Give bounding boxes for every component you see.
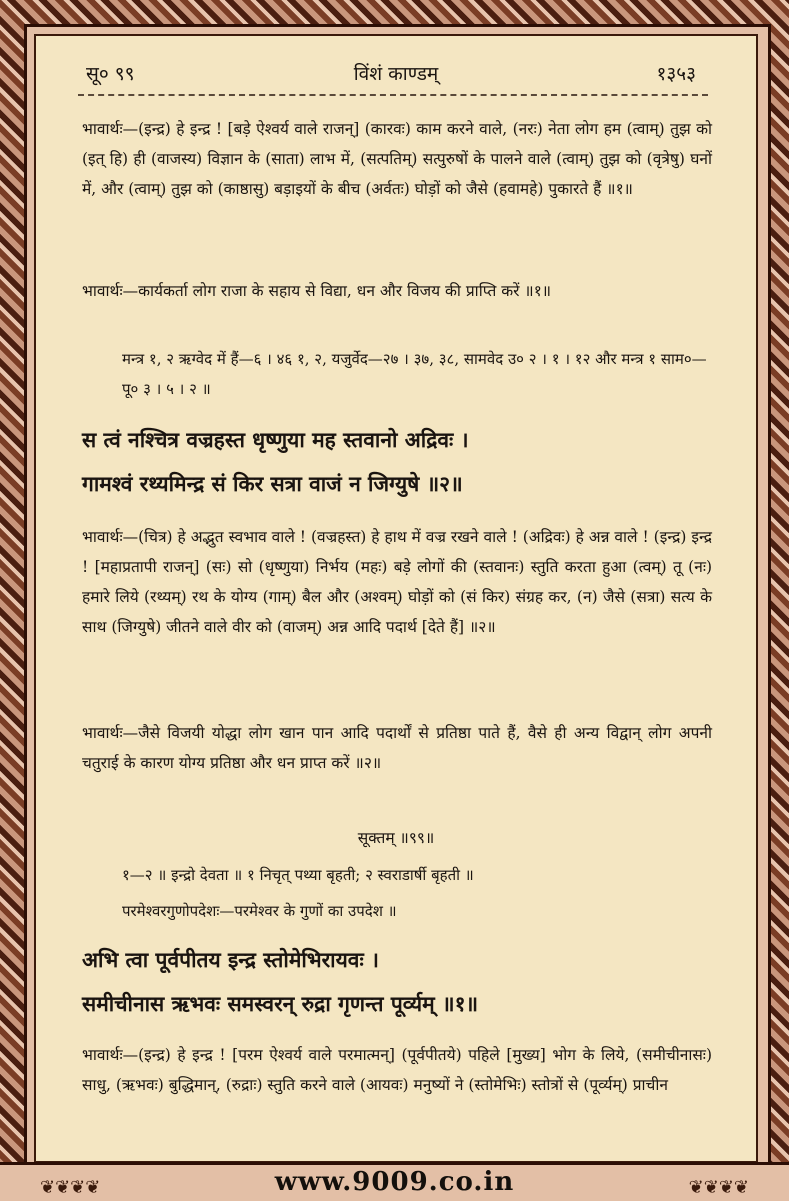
bhavarth-paragraph-4: भावार्थः—जैसे विजयी योद्धा लोग खान पान आदि पदार्थों से प्रतिष्ठा पाते हैं, वैसे ही अन्य विद्वान् लोग अपनी चतुराई के कारण योग्य प्रतिष्ठा और धन प्राप्त करें ॥२॥ xyxy=(82,724,712,772)
header-sukta-number: सू० ९९ xyxy=(86,63,135,85)
mantra-2-line-2: गामश्वं रथ्यमिन्द्र सं किर सत्रा वाजं न जिग्युषे ॥२॥ xyxy=(82,471,463,496)
mantra-1-line-1: अभि त्वा पूर्वपीतय इन्द्र स्तोमेभिरायवः । xyxy=(82,947,379,972)
sukta-title: सूक्तम् ॥९९॥ xyxy=(357,829,435,847)
header-divider xyxy=(78,94,708,96)
upadesh-line: परमेश्वरगुणोपदेशः—परमेश्वर के गुणों का उपदेश ॥ xyxy=(122,902,397,920)
right-ornament-icon: ❦❦❦❦ xyxy=(688,1177,749,1198)
bhavarth-paragraph-5: भावार्थः—(इन्द्र) हे इन्द्र ! [परम ऐश्वर्य वाले परमात्मन्] (पूर्वपीतये) पहिले [मुख्य] भोग के लिये, (समीचीनासः) साधु, (ऋभवः) बुद्धिमान्, (रुद्राः) स्तुति करने वाले (आयवः) मनुष्यों ने (स्तोमेभिः) स्तोत्रों से (पूर्व्यम्) प्राचीन xyxy=(82,1046,712,1094)
reference-note: मन्त्र १, २ ऋग्वेद में हैं—६ । ४६ १, २, यजुर्वेद—२७ । ३७, ३८, सामवेद उ० २ । १ । १२ और मन्त्र १ साम०—पू० ३ । ५ । २ ॥ xyxy=(122,350,707,398)
book-page xyxy=(34,34,758,1163)
bhavarth-paragraph-1: भावार्थः—(इन्द्र) हे इन्द्र ! [बड़े ऐश्वर्य वाले राजन्] (कारवः) काम करने वाले, (नरः) नेता लोग हम (त्वाम्) तुझ को (इत् हि) ही (वाजस्य) विज्ञान के (साता) लाभ में, (सत्पतिम्) सत्पुरुषों के पालने वाले (त्वाम्) तुझ को (वृत्रेषु) घनों में, और (त्वाम्) तुझ को (काष्ठासु) बड़ाइयों के बीच (अर्वतः) घोड़ों को जैसे (हवामहे) पुकारते हैं ॥१॥ xyxy=(82,120,712,198)
bhavarth-paragraph-3: भावार्थः—(चित्र) हे अद्भुत स्वभाव वाले ! (वज्रहस्त) हे हाथ में वज्र रखने वाले ! (अद्रिवः) हे अन्न वाले ! (इन्द्र) इन्द्र ! [महाप्रतापी राजन्] (सः) सो (धृष्णुया) निर्भय (महः) बड़े लोगों की (स्तवानः) स्तुति करता हुआ (त्वम्) तू (नः) हमारे लिये (रथ्यम्) रथ के योग्य (गाम्) बैल और (अश्वम्) घोड़ों को (सं किर) संग्रह कर, (न) जैसे (सत्रा) सत्य के साथ (जिग्युषे) जीतने वाले वीर को (वाजम्) अन्न आदि पदार्थ [देते हैं] ॥२॥ xyxy=(82,528,712,636)
header-title: विंशं काण्डम् xyxy=(353,63,439,85)
mantra-1-line-2: समीचीनास ऋभवः समस्वरन् रुद्रा गृणन्त पूर्व्यम् ॥१॥ xyxy=(82,991,479,1016)
mantra-2-line-1: स त्वं नश्चित्र वज्रहस्त धृष्णुया मह स्तवानो अद्रिवः । xyxy=(82,427,469,452)
page-header xyxy=(36,60,756,86)
footer-band xyxy=(0,1162,789,1201)
header-page-number: १३५३ xyxy=(656,63,696,85)
bhavarth-paragraph-2: भावार्थः—कार्यकर्ता लोग राजा के सहाय से विद्या, धन और विजय की प्राप्ति करें ॥१॥ xyxy=(82,282,552,300)
left-ornament-icon: ❦❦❦❦ xyxy=(40,1177,101,1198)
footer-website: www.9009.co.in xyxy=(274,1167,515,1197)
sukta-info: १—२ ॥ इन्द्रो देवता ॥ १ निचृत् पथ्या बृहती; २ स्वराडार्षी बृहती ॥ xyxy=(122,866,474,884)
